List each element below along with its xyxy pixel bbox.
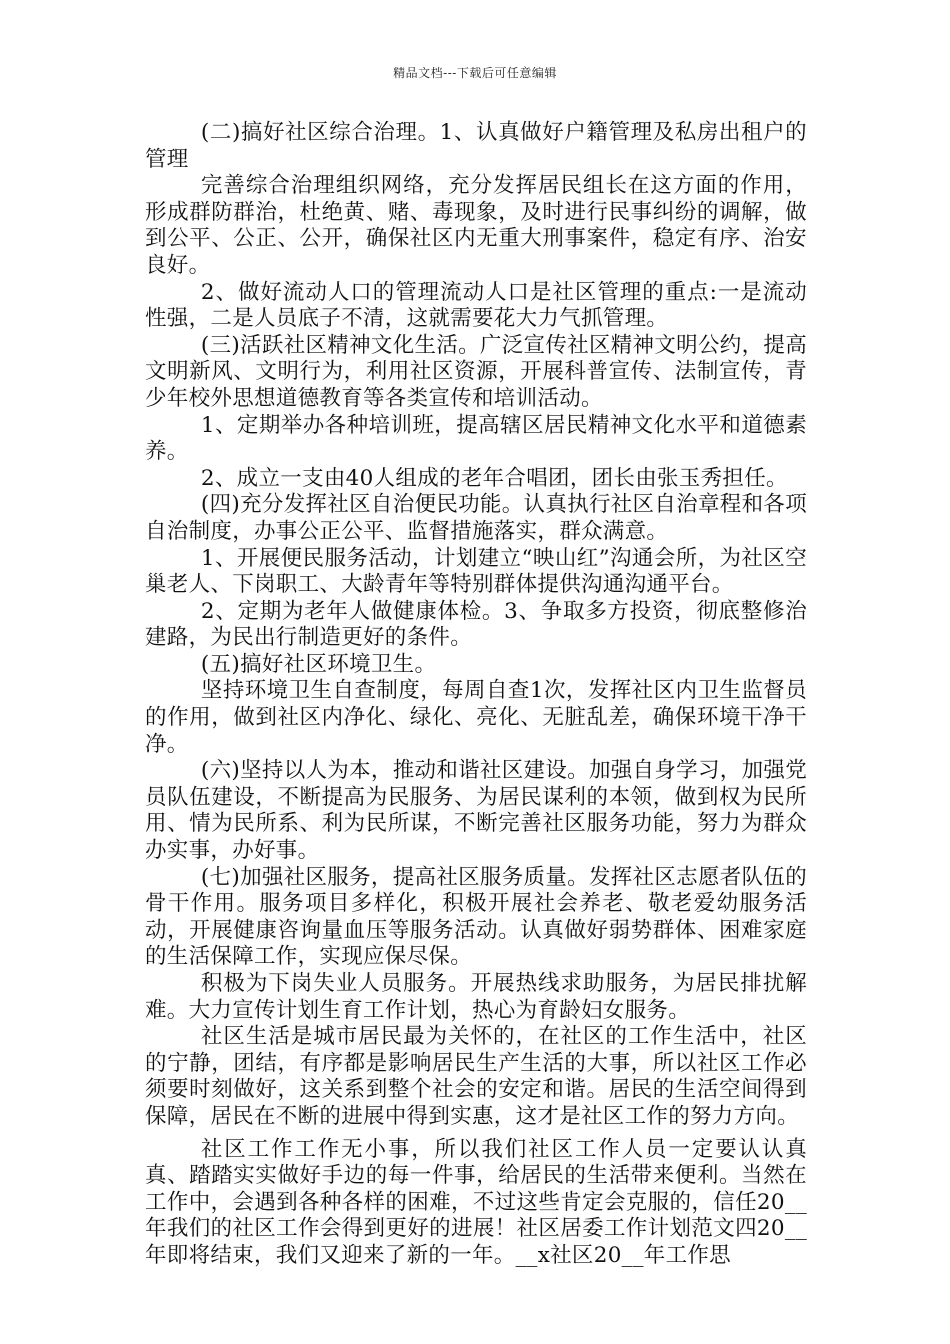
paragraph-section-6: (六)坚持以人为本，推动和谐社区建设。加强自身学习，加强党员队伍建设，不断提高为民服务、为居民谋利的本领，做到权为民所用、情为民所系、利为民所谋，不断完善社区服务功能，努力为群众办实事，办好事。 — [145, 758, 807, 864]
paragraph: 1、定期举办各种培训班，提高辖区居民精神文化水平和道德素养。 — [145, 412, 807, 465]
document-body — [145, 120, 807, 1270]
paragraph-section-2: (二)搞好社区综合治理。1、认真做好户籍管理及私房出租户的管理 — [145, 120, 807, 172]
paragraph: 社区生活是城市居民最为关怀的，在社区的工作生活中，社区的宁静，团结，有序都是影响居民生产生活的大事，所以社区工作必须要时刻做好，这关系到整个社会的安定和谐。居民的生活空间得到保障，居民在不断的进展中得到实惠，这才是社区工作的努力方向。 — [145, 1024, 807, 1129]
paragraph: 1、开展便民服务活动，计划建立“映山红”沟通会所，为社区空巢老人、下岗职工、大龄青年等特别群体提供沟通沟通平台。 — [145, 545, 807, 598]
paragraph: 积极为下岗失业人员服务。开展热线求助服务，为居民排扰解难。大力宣传计划生育工作计划，热心为育龄妇女服务。 — [145, 971, 807, 1023]
paragraph-section-4: (四)充分发挥社区自治便民功能。认真执行社区自治章程和各项自治制度，办事公正公平、监督措施落实，群众满意。 — [145, 492, 807, 544]
paragraph: 完善综合治理组织网络，充分发挥居民组长在这方面的作用，形成群防群治，杜绝黄、赌、毒现象，及时进行民事纠纷的调解，做到公平、公正、公开，确保社区内无重大刑事案件，稳定有序、治安良好。 — [145, 173, 807, 278]
paragraph: 2、定期为老年人做健康体检。3、争取多方投资，彻底整修治建路，为民出行制造更好的条件。 — [145, 598, 807, 651]
paragraph-section-3: (三)活跃社区精神文化生活。广泛宣传社区精神文明公约，提高文明新风、文明行为，利用社区资源，开展科普宣传、法制宣传，青少年校外思想道德教育等各类宣传和培训活动。 — [145, 332, 807, 411]
paragraph-section-5: (五)搞好社区环境卫生。 — [200, 651, 437, 677]
paragraph: 2、做好流动人口的管理流动人口是社区管理的重点:一是流动性强，二是人员底子不清，这就需要花大力气抓管理。 — [145, 279, 807, 332]
paragraph: 2、成立一支由40人组成的老年合唱团，团长由张玉秀担任。 — [200, 465, 788, 491]
paragraph: 坚持环境卫生自查制度，每周自查1次，发挥社区内卫生监督员的作用，做到社区内净化、绿化、亮化、无脏乱差，确保环境干净干净。 — [145, 678, 807, 757]
page-header: 精品文档---下载后可任意编辑 — [393, 66, 557, 80]
paragraph: 社区工作工作无小事，所以我们社区工作人员一定要认认真真、踏踏实实做好手边的每一件事，给居民的生活带来便利。当然在工作中，会遇到各种各样的困难，不过这些肯定会克服的，信任20__年我们的社区工作会得到更好的进展！社区居委工作计划范文四20__年即将结束，我们又迎来了新的一年。__x社区20__年工作思 — [145, 1136, 807, 1268]
paragraph-section-7: (七)加强社区服务，提高社区服务质量。发挥社区志愿者队伍的骨干作用。服务项目多样化，积极开展社会养老、敬老爱幼服务活动，开展健康咨询量血压等服务活动。认真做好弱势群体、困难家庭的生活保障工作，实现应保尽保。 — [145, 864, 807, 970]
